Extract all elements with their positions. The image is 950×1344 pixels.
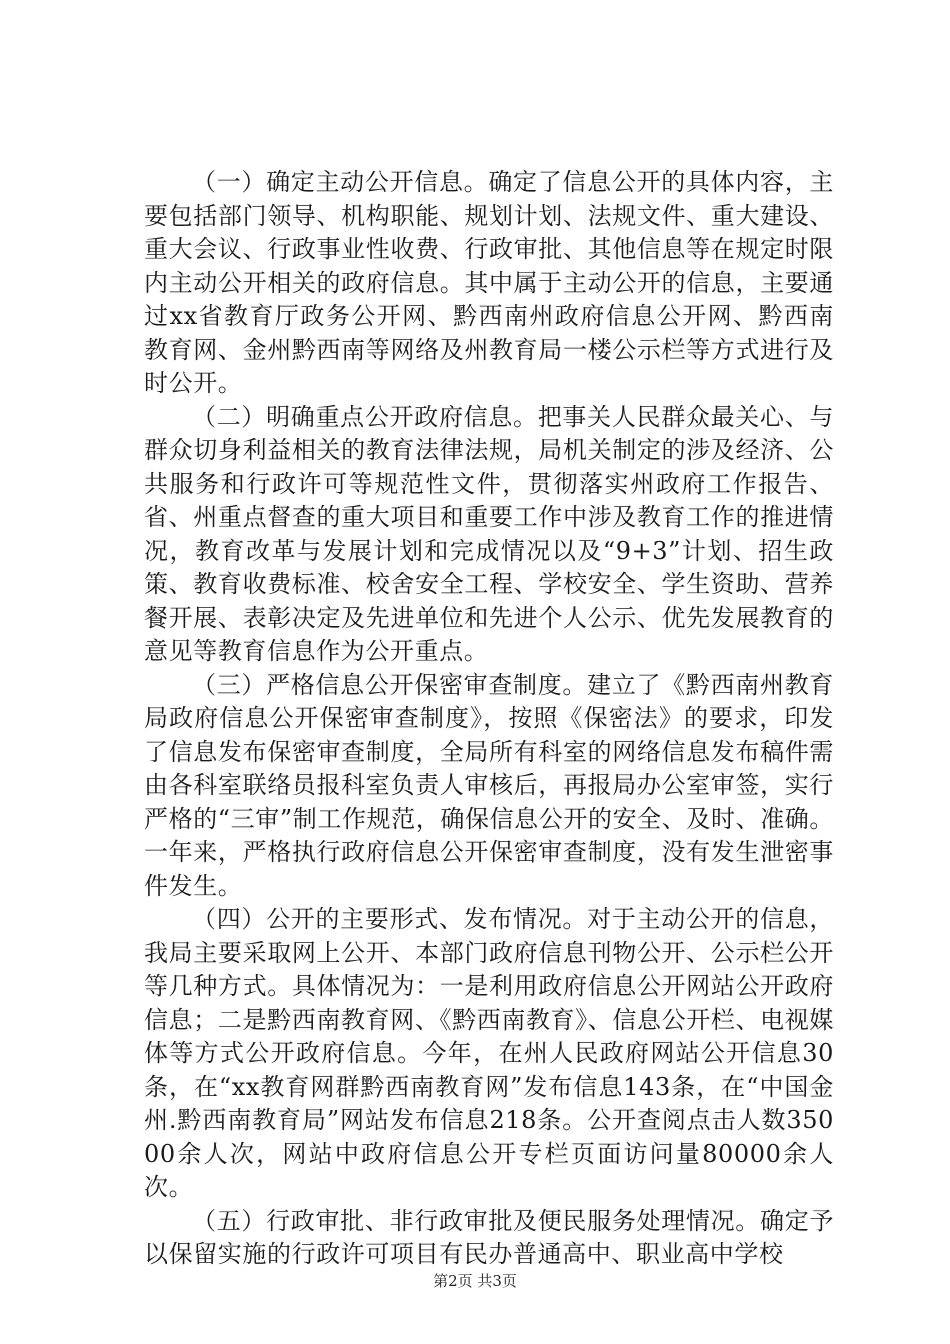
document-body (144, 166, 834, 1272)
page-number-label: 第2页 共3页 (433, 1272, 517, 1290)
paragraph-4: （四）公开的主要形式、发布情况。对于主动公开的信息，我局主要采取网上公开、本部门政府信息刊物公开、公示栏公开等几种方式。具体情况为：一是利用政府信息公开网站公开政府信息；二是黔西南教育网、《黔西南教育》、信息公开栏、电视媒体等方式公开政府信息。今年，在州人民政府网站公开信息30条，在“xx教育网群黔西南教育网”发布信息143条，在“中国金州.黔西南教育局”网站发布信息218条。公开查阅点击人数35000余人次，网站中政府信息公开专栏页面访问量80000余人次。 (144, 905, 834, 1201)
paragraph-3: （三）严格信息公开保密审查制度。建立了《黔西南州教育局政府信息公开保密审查制度》，按照《保密法》的要求，印发了信息发布保密审查制度，全局所有科室的网络信息发布稿件需由各科室联络员报科室负责人审核后，再报局办公室审签，实行严格的“三审”制工作规范，确保信息公开的安全、及时、准确。一年来，严格执行政府信息公开保密审查制度，没有发生泄密事件发生。 (144, 670, 834, 900)
paragraph-2: （二）明确重点公开政府信息。把事关人民群众最关心、与群众切身利益相关的教育法律法规，局机关制定的涉及经济、公共服务和行政许可等规范性文件，贯彻落实州政府工作报告、省、州重点督查的重大项目和重要工作中涉及教育工作的推进情况，教育改革与发展计划和完成情况以及“9+3”计划、招生政策、教育收费标准、校舍安全工程、学校安全、学生资助、营养餐开展、表彰决定及先进单位和先进个人公示、优先发展教育的意见等教育信息作为公开重点。 (144, 402, 834, 665)
page-footer (0, 1271, 950, 1291)
paragraph-1: （一）确定主动公开信息。确定了信息公开的具体内容，主要包括部门领导、机构职能、规划计划、法规文件、重大建设、重大会议、行政事业性收费、行政审批、其他信息等在规定时限内主动公开相关的政府信息。其中属于主动公开的信息，主要通过xx省教育厅政务公开网、黔西南州政府信息公开网、黔西南教育网、金州黔西南等网络及州教育局一楼公示栏等方式进行及时公开。 (144, 168, 834, 397)
paragraph-5: （五）行政审批、非行政审批及便民服务处理情况。确定予以保留实施的行政许可项目有民办普通高中、职业高中学校 (144, 1206, 834, 1268)
